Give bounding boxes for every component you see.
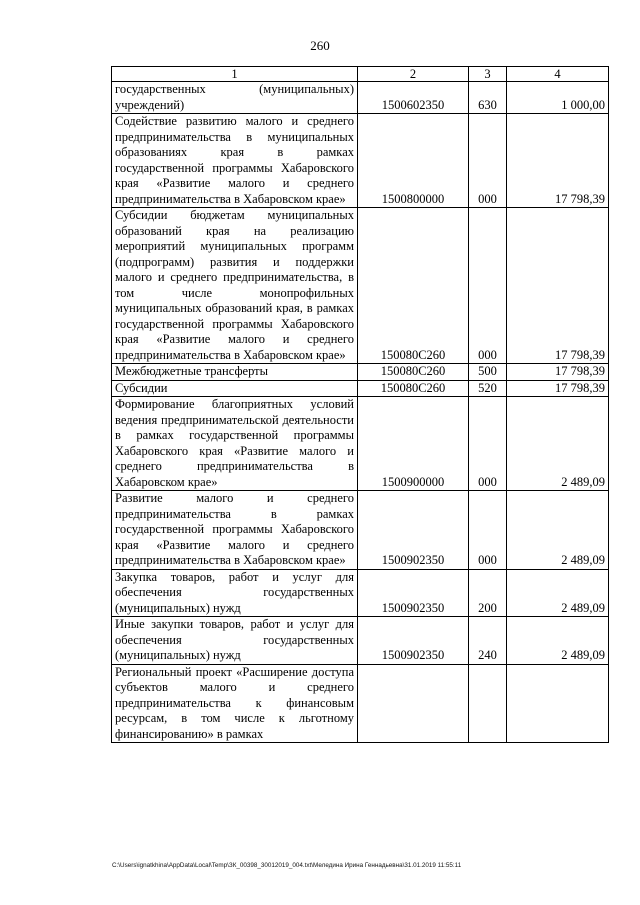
row-name: Закупка товаров, работ и услуг для обеспечения государственных (муниципальных) нужд <box>112 569 358 617</box>
row-sum: 17 798,39 <box>507 208 609 364</box>
row-name: Развитие малого и среднего предпринимательства в рамках государственной программы Хабаровского края «Развитие малого и среднего предпринимательства в Хабаровском крае» <box>112 491 358 570</box>
table-row <box>112 380 609 397</box>
column-header-code: 2 <box>358 67 469 82</box>
row-code: 1500902350 <box>358 569 469 617</box>
row-sum: 17 798,39 <box>507 114 609 208</box>
table-row <box>112 491 609 570</box>
row-code: 1500602350 <box>358 82 469 114</box>
row-vr: 200 <box>469 569 507 617</box>
row-code: 150080С260 <box>358 208 469 364</box>
table-row <box>112 397 609 491</box>
row-code: 1500902350 <box>358 617 469 665</box>
row-name: Иные закупки товаров, работ и услуг для обеспечения государственных (муниципальных) нужд <box>112 617 358 665</box>
row-vr: 520 <box>469 380 507 397</box>
table-row <box>112 364 609 381</box>
row-name: Субсидии <box>112 380 358 397</box>
row-vr: 240 <box>469 617 507 665</box>
row-code <box>358 664 469 743</box>
row-sum: 2 489,09 <box>507 397 609 491</box>
row-vr: 000 <box>469 114 507 208</box>
row-sum: 2 489,09 <box>507 491 609 570</box>
table-row <box>112 617 609 665</box>
row-name: Межбюджетные трансферты <box>112 364 358 381</box>
budget-table <box>111 66 609 743</box>
row-sum: 2 489,09 <box>507 569 609 617</box>
row-name: Региональный проект «Расширение доступа субъектов малого и среднего предпринимательства к финансовым ресурсам, в том числе к льготному финансированию» в рамках <box>112 664 358 743</box>
row-code: 1500900000 <box>358 397 469 491</box>
row-name: Содействие развитию малого и среднего предпринимательства в муниципальных образованиях края в рамках государственной программы Хабаровского края «Развитие малого и среднего предпринимательства в Хабаровском крае» <box>112 114 358 208</box>
row-sum: 1 000,00 <box>507 82 609 114</box>
row-sum: 17 798,39 <box>507 380 609 397</box>
row-vr: 630 <box>469 82 507 114</box>
row-vr: 000 <box>469 491 507 570</box>
row-sum: 2 489,09 <box>507 617 609 665</box>
table-row <box>112 569 609 617</box>
table-row <box>112 208 609 364</box>
row-vr: 000 <box>469 397 507 491</box>
row-code: 1500902350 <box>358 491 469 570</box>
row-name: государственных (муниципальных) учреждений) <box>112 82 358 114</box>
table-row <box>112 114 609 208</box>
row-sum: 17 798,39 <box>507 364 609 381</box>
footer-file-path: C:\Users\ignatkhina\AppData\Local\Temp\ЗК_00398_30012019_004.txt\Меледина Ирина Геннадьевна\31.01.2019 11:55:11 <box>112 862 462 869</box>
row-vr <box>469 664 507 743</box>
column-header-vr: 3 <box>469 67 507 82</box>
row-name: Формирование благоприятных условий ведения предпринимательской деятельности в рамках государственной программы Хабаровского края «Развитие малого и среднего предпринимательства в Хабаровском крае» <box>112 397 358 491</box>
row-sum <box>507 664 609 743</box>
row-name: Субсидии бюджетам муниципальных образований края на реализацию мероприятий муниципальных программ (подпрограмм) развития и поддержки малого и среднего предпринимательства, в том числе монопрофильных муниципальных образований края, в рамках государственной программы Хабаровского края «Развитие малого и среднего предпринимательства в Хабаровском крае» <box>112 208 358 364</box>
column-header-name: 1 <box>112 67 358 82</box>
table-row <box>112 82 609 114</box>
row-code: 150080С260 <box>358 380 469 397</box>
page-number: 260 <box>310 38 330 53</box>
row-vr: 500 <box>469 364 507 381</box>
table-row <box>112 664 609 743</box>
row-code: 150080С260 <box>358 364 469 381</box>
row-code: 1500800000 <box>358 114 469 208</box>
column-header-sum: 4 <box>507 67 609 82</box>
table-header-row <box>112 67 609 82</box>
row-vr: 000 <box>469 208 507 364</box>
